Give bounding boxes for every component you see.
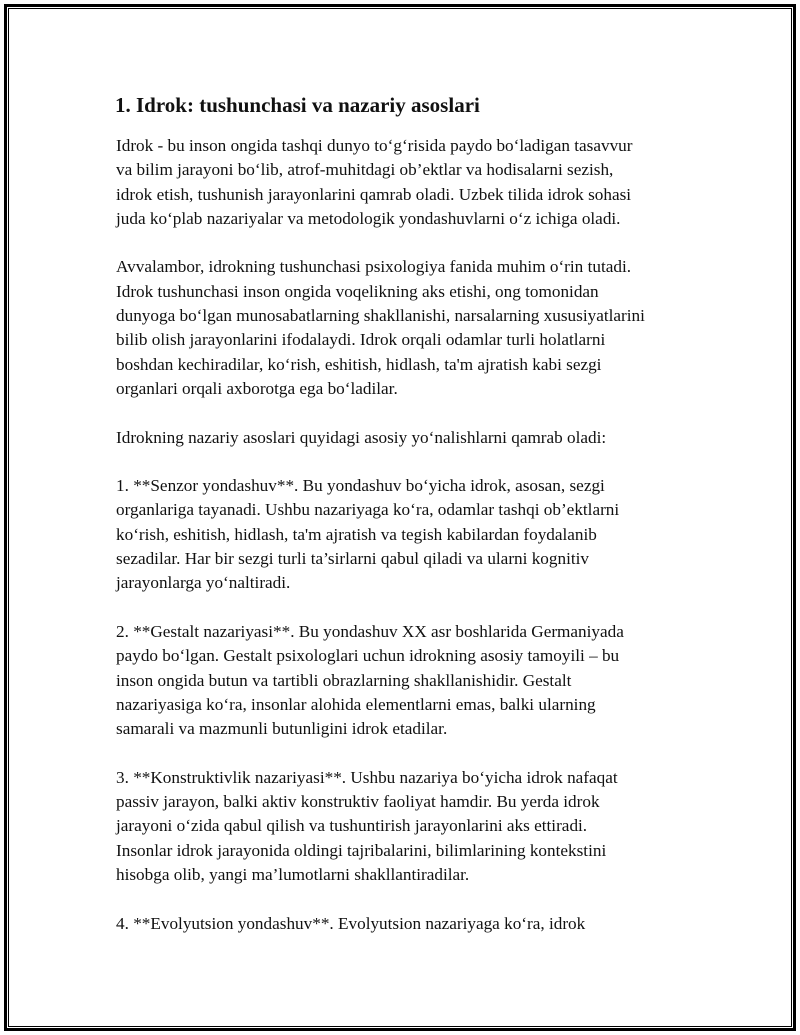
- text-line: va bilim jarayoni bo‘lib, atrof-muhitdagi ob’ektlar va hodisalarni sezish,: [116, 160, 614, 180]
- document-body: [113, 90, 693, 960]
- text-line: paydo bo‘lgan. Gestalt psixologlari uchun idrokning asosiy tamoyili – bu: [116, 646, 620, 666]
- text-line: organlari orqali axborotga ega bo‘ladilar.: [116, 378, 398, 398]
- list-item-gestalt-theory: [116, 620, 693, 741]
- text-line: passiv jarayon, balki aktiv konstruktiv faoliyat hamdir. Bu yerda idrok: [116, 792, 600, 812]
- text-line: samarali va mazmunli butunligini idrok etadilar.: [116, 719, 448, 739]
- text-line: 1. **Senzor yondashuv**. Bu yondashuv bo‘yicha idrok, asosan, sezgi: [116, 476, 605, 496]
- text-line: idrok etish, tushunish jarayonlarini qamrab oladi. Uzbek tilida idrok sohasi: [116, 184, 632, 204]
- text-line: bilib olish jarayonlarini ifodalaydi. Idrok orqali odamlar turli holatlarni: [116, 330, 606, 350]
- text-line: 4. **Evolyutsion yondashuv**. Evolyutsion nazariyaga ko‘ra, idrok: [116, 913, 586, 933]
- text-line: organlariga tayanadi. Ushbu nazariyaga ko‘ra, odamlar tashqi ob’ektlarni: [116, 500, 620, 520]
- paragraph-theory-intro: [116, 426, 693, 450]
- text-line: Insonlar idrok jarayonida oldingi tajribalarini, bilimlarining kontekstini: [116, 840, 607, 860]
- text-line: juda ko‘plab nazariyalar va metodologik yondashuvlarni o‘z ichiga oladi.: [116, 208, 621, 228]
- text-line: nazariyasiga ko‘ra, insonlar alohida elementlarni emas, balki ularning: [116, 694, 596, 714]
- text-line: sezadilar. Har bir sezgi turli ta’sirlarni qabul qiladi va ularni kognitiv: [116, 549, 589, 569]
- text-line: ko‘rish, eshitish, hidlash, ta'm ajratish va tegish kabilardan foydalanib: [116, 524, 597, 544]
- text-line: hisobga olib, yangi ma’lumotlarni shakllantiradilar.: [116, 864, 470, 884]
- list-item-constructivism-theory: [116, 766, 693, 887]
- paragraph-psychology: [116, 255, 693, 401]
- list-item-sensor-approach: [116, 474, 693, 595]
- text-line: 2. **Gestalt nazariyasi**. Bu yondashuv XX asr boshlarida Germaniyada: [116, 621, 624, 641]
- text-line: jarayoni o‘zida qabul qilish va tushuntirish jarayonlarini aks ettiradi.: [116, 816, 588, 836]
- paragraph-definition: [116, 134, 693, 231]
- text-line: inson ongida butun va tartibli obrazlarning shakllanishidir. Gestalt: [116, 670, 572, 690]
- text-line: Idrokning nazariy asoslari quyidagi asosiy yo‘nalishlarni qamrab oladi:: [116, 427, 607, 447]
- text-line: 3. **Konstruktivlik nazariyasi**. Ushbu nazariya bo‘yicha idrok nafaqat: [116, 767, 618, 787]
- text-line: Idrok tushunchasi inson ongida voqelikning aks etishi, ong tomonidan: [116, 281, 599, 301]
- text-line: Avvalambor, idrokning tushunchasi psixologiya fanida muhim o‘rin tutadi.: [116, 257, 632, 277]
- list-item-evolutionary-approach: [116, 912, 693, 936]
- text-line: Idrok - bu inson ongida tashqi dunyo to‘g‘risida paydo bo‘ladigan tasavvur: [116, 136, 633, 155]
- document-title: 1. Idrok: tushunchasi va nazariy asoslari: [115, 93, 480, 117]
- text-line: boshdan kechiradilar, ko‘rish, eshitish, hidlash, ta'm ajratish kabi sezgi: [116, 354, 602, 374]
- text-line: dunyoga bo‘lgan munosabatlarning shakllanishi, narsalarning xususiyatlarini: [116, 306, 645, 326]
- text-line: jarayonlarga yo‘naltiradi.: [116, 573, 291, 593]
